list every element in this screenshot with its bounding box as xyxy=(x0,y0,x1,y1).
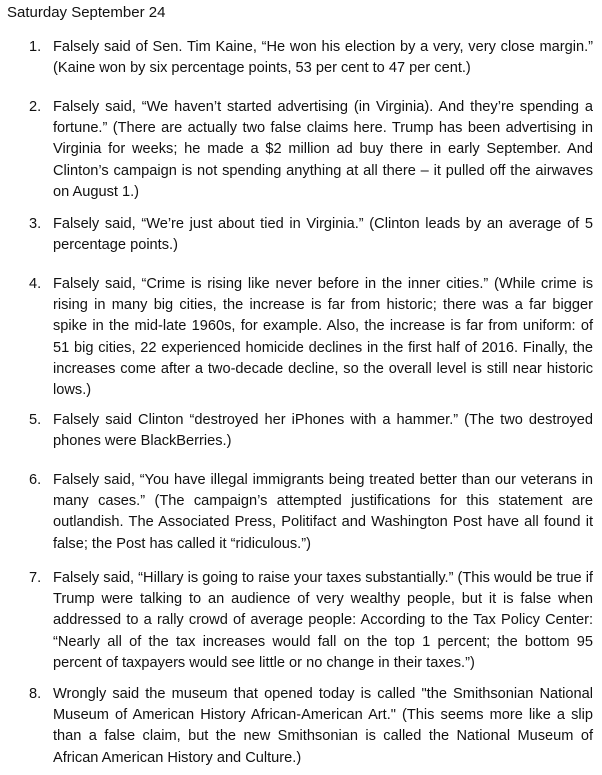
item-number: 7. xyxy=(29,570,42,586)
item-number: 1. xyxy=(29,39,42,55)
item-text: Falsely said, “Crime is rising like never before in the inner cities.” (While crime is rising in many big cities, the increase is far from historic; there was a far bigger spike in the mid-late 1960s, for example. Also, the increase is far from uniform: of 51 big cities, 22 experienced homicide declines in the first half of 2016. Finally, the increases come after a two-decade decline, so the overall level is still near historic lows.) xyxy=(53,276,593,399)
item-text: Falsely said, “Hillary is going to raise your taxes substantially.” (This would be true if Trump were talking to an audience of very wealthy people, but it is false when addressed to a rally crowd of average people: According to the Tax Policy Center: “Nearly all of the tax increases would fall on the top 1 percent; the bottom 95 percent of taxpayers would see little or no change in their taxes.”) xyxy=(53,570,593,671)
item-text: Falsely said, “You have illegal immigrants being treated better than our veterans in many cases.” (The campaign’s attempted justifications for this statement are outlandish. The Associated Press, Politifact and Washington Post have all found it false; the Post has called it “ridiculous.”) xyxy=(53,472,593,552)
item-text: Wrongly said the museum that opened today is called "the Smithsonian National Museum of American History African-American Art." (This seems more like a slip than a false claim, but the new Smithsonian is called the National Museum of African American History and Culture.) xyxy=(53,686,593,766)
item-number: 8. xyxy=(29,686,42,702)
item-text: Falsely said, “We’re just about tied in Virginia.” (Clinton leads by an average of 5 percentage points.) xyxy=(53,216,593,254)
item-text: Falsely said Clinton “destroyed her iPhones with a hammer.” (The two destroyed phones were BlackBerries.) xyxy=(53,412,593,450)
date-heading: Saturday September 24 xyxy=(7,4,166,21)
item-number: 3. xyxy=(29,216,42,232)
item-number: 4. xyxy=(29,276,42,292)
item-number: 5. xyxy=(29,412,42,428)
item-text: Falsely said of Sen. Tim Kaine, “He won his election by a very, very close margin.” (Kaine won by six percentage points, 53 per cent to 47 per cent.) xyxy=(53,39,593,77)
item-number: 6. xyxy=(29,472,42,488)
item-number: 2. xyxy=(29,99,42,115)
item-text: Falsely said, “We haven’t started advertising (in Virginia). And they’re spending a fortune.” (There are actually two false claims here. Trump has been advertising in Virginia for weeks; he made a $2 million ad buy there in early September. And Clinton’s campaign is not spending anything at all there – it pulled off the airwaves on August 1.) xyxy=(53,99,593,200)
